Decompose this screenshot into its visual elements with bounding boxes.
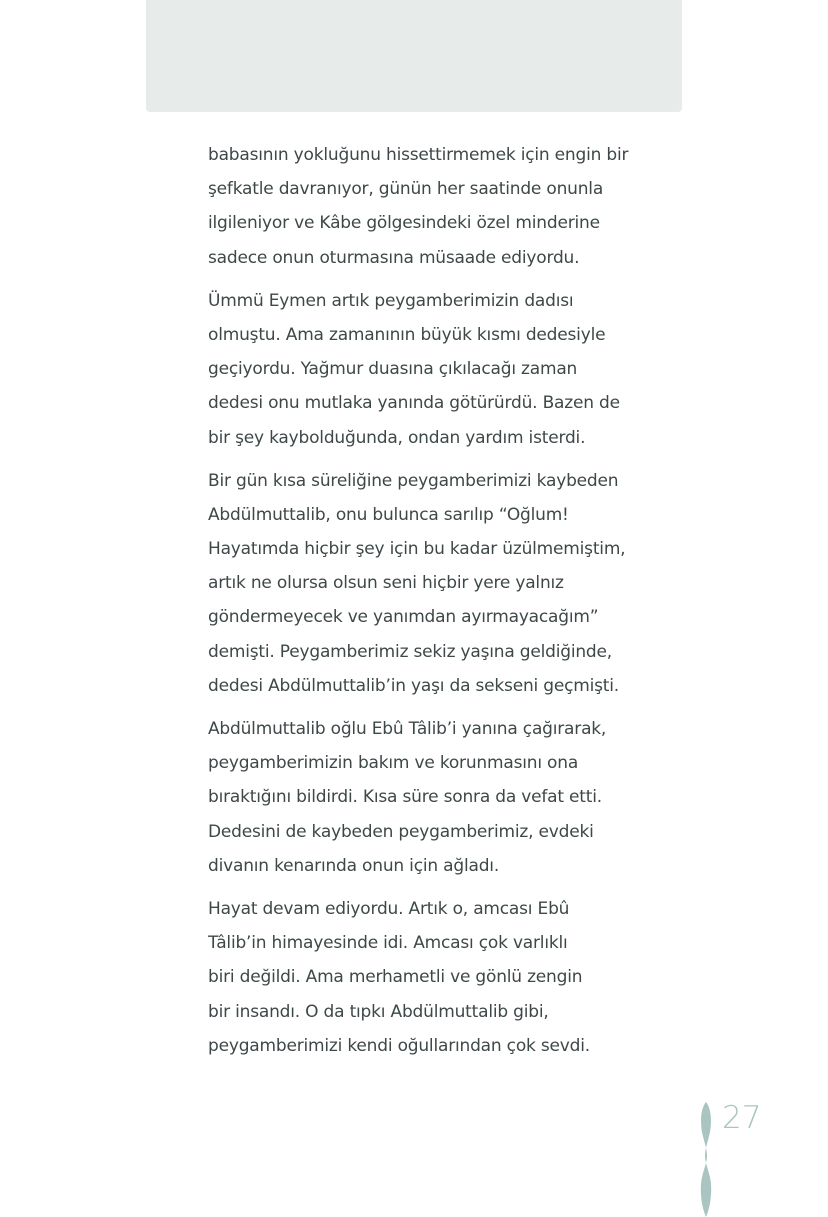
text-line: bir şey kaybolduğunda, ondan yardım isterdi. [208, 427, 586, 448]
text-line: dedesi Abdülmuttalib’in yaşı da sekseni geçmişti. [208, 675, 619, 696]
body-text [208, 138, 648, 1072]
text-line: olmuştu. Ama zamanının büyük kısmı dedesiyle [208, 324, 606, 345]
paragraph-3 [208, 464, 648, 703]
text-line: ilgileniyor ve Kâbe gölgesindeki özel minderine [208, 213, 600, 234]
text-line: demişti. Peygamberimiz sekiz yaşına geldiğinde, [208, 641, 612, 662]
text-line: babasının yokluğunu hissettirmemek için engin bir [208, 145, 629, 165]
text-line: göndermeyecek ve yanımdan ayırmayacağım” [208, 607, 599, 628]
text-line: artık ne olursa olsun seni hiçbir yere yalnız [208, 573, 564, 594]
text-line: bıraktığını bildirdi. Kısa süre sonra da vefat etti. [208, 787, 602, 808]
paragraph-1 [208, 138, 648, 275]
text-line: bir insandı. O da tıpkı Abdülmuttalib gibi, [208, 1001, 549, 1022]
text-line: şefkatle davranıyor, günün her saatinde onunla [208, 179, 604, 200]
header-image-placeholder [146, 0, 682, 112]
text-line: peygamberimizin bakım ve korunmasını ona [208, 753, 579, 774]
text-line: Tâlib’in himayesinde idi. Amcası çok varlıklı [208, 933, 568, 954]
text-line: biri değildi. Ama merhametli ve gönlü zengin [208, 967, 583, 988]
paragraph-2 [208, 284, 648, 455]
paragraph-5 [208, 892, 648, 1063]
text-line: peygamberimizi kendi oğullarından çok sevdi. [208, 1035, 590, 1056]
text-line: Bir gün kısa süreliğine peygamberimizi kaybeden [208, 470, 619, 491]
text-line: Abdülmuttalib, onu bulunca sarılıp “Oğlum! [208, 504, 569, 525]
text-line: Abdülmuttalib oğlu Ebû Tâlib’i yanına çağırarak, [208, 719, 607, 739]
text-line: dedesi onu mutlaka yanında götürürdü. Bazen de [208, 393, 620, 414]
text-line: geçiyordu. Yağmur duasına çıkılacağı zaman [208, 359, 578, 380]
page-ornament-icon [697, 1102, 715, 1217]
text-line: divanın kenarında onun için ağladı. [208, 855, 500, 876]
text-line: Ümmü Eymen artık peygamberimizin dadısı [208, 290, 574, 311]
text-line: sadece onun oturmasına müsaade ediyordu. [208, 247, 580, 268]
text-line: Hayatımda hiçbir şey için bu kadar üzülmemiştim, [208, 539, 626, 560]
paragraph-4 [208, 712, 648, 883]
page-number: 27 [722, 1100, 762, 1136]
text-line: Dedesini de kaybeden peygamberimiz, evdeki [208, 821, 594, 842]
text-line: Hayat devam ediyordu. Artık o, amcası Ebû [208, 898, 570, 919]
